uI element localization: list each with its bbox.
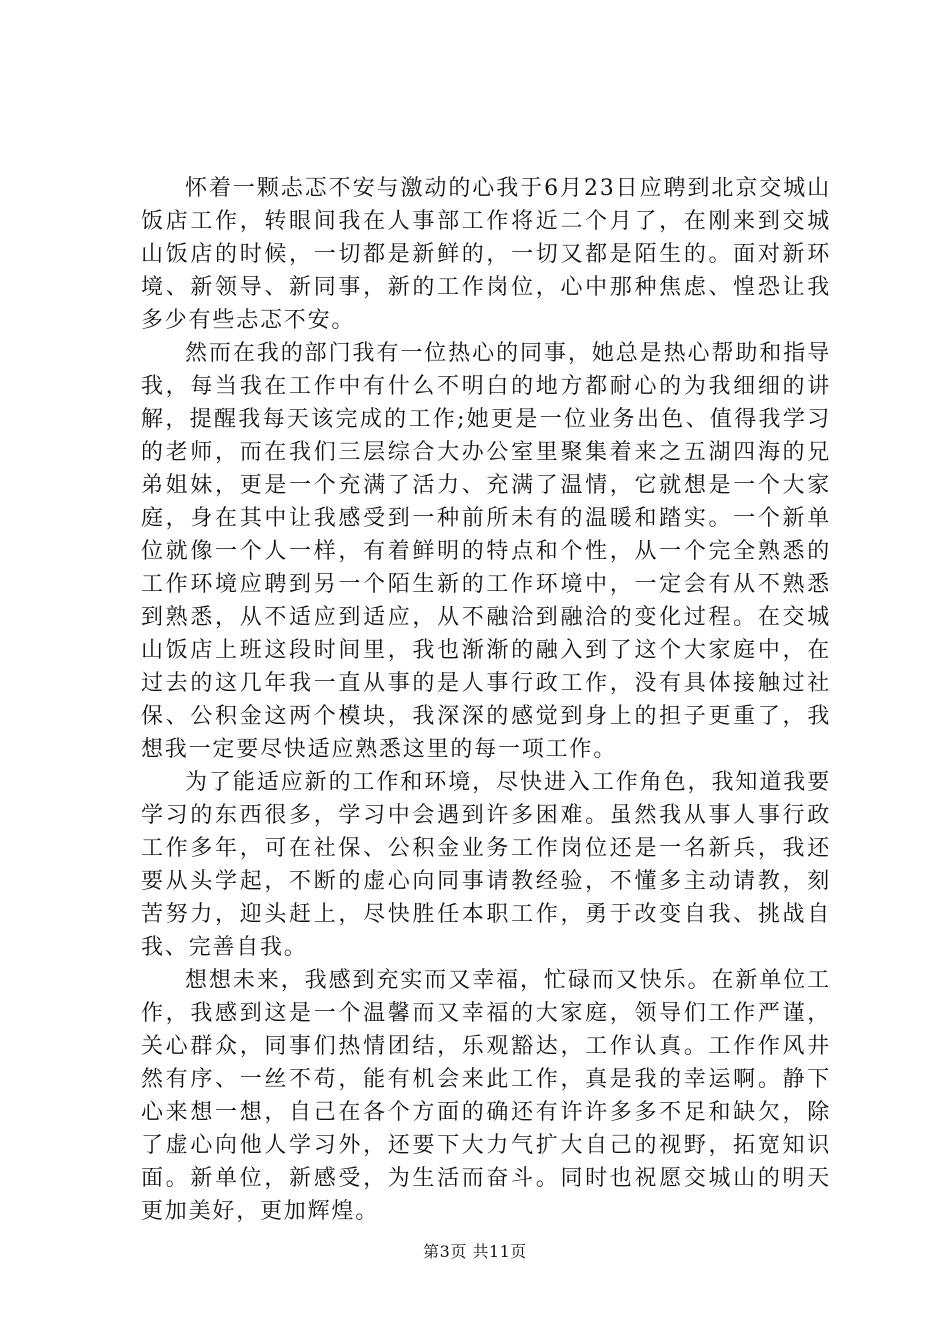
paragraph-4: 想想未来，我感到充实而又幸福，忙碌而又快乐。在新单位工作，我感到这是一个温馨而又幸福的大家庭，领导们工作严谨，关心群众，同事们热情团结，乐观豁达，工作认真。工作作风井然有序、一丝不苟，能有机会来此工作，真是我的幸运啊。静下心来想一想，自己在各个方面的确还有许许多多不足和缺欠，除了虚心向他人学习外，还要下大力气扩大自己的视野，拓宽知识面。新单位，新感受，为生活而奋斗。同时也祝愿交城山的明天更加美好，更加辉煌。	[141, 968, 831, 1224]
paragraph-3: 为了能适应新的工作和环境，尽快进入工作角色，我知道我要学习的东西很多，学习中会遇到许多困难。虽然我从事人事行政工作多年，可在社保、公积金业务工作岗位还是一名新兵，我还要从头学起，不断的虚心向同事请教经验，不懂多主动请教，刻苦努力，迎头赶上，尽快胜任本职工作，勇于改变自我、挑战自我、完善自我。	[141, 770, 831, 960]
page-number-footer: 第3页 共11页	[423, 1242, 527, 1261]
paragraph-1: 怀着一颗忐忑不安与激动的心我于6月23日应聘到北京交城山饭店工作，转眼间我在人事部工作将近二个月了，在刚来到交城山饭店的时候，一切都是新鲜的，一切又都是陌生的。面对新环境、新领导、新同事，新的工作岗位，心中那种焦虑、惶恐让我多少有些忐忑不安。	[141, 176, 831, 333]
paragraph-2: 然而在我的部门我有一位热心的同事，她总是热心帮助和指导我，每当我在工作中有什么不明白的地方都耐心的为我细细的讲解，提醒我每天该完成的工作;她更是一位业务出色、值得我学习的老师，而在我们三层综合大办公室里聚集着来之五湖四海的兄弟姐妹，更是一个充满了活力、充满了温情，它就想是一个大家庭，身在其中让我感受到一种前所未有的温暖和踏实。一个新单位就像一个人一样，有着鲜明的特点和个性，从一个完全熟悉的工作环境应聘到另一个陌生新的工作环境中，一定会有从不熟悉到熟悉，从不适应到适应，从不融洽到融洽的变化过程。在交城山饭店上班这段时间里，我也渐渐的融入到了这个大家庭中，在过去的这几年我一直从事的是人事行政工作，没有具体接触过社保、公积金这两个模块，我深深的感觉到身上的担子更重了，我想我一定要尽快适应熟悉这里的每一项工作。	[141, 341, 831, 762]
document-body	[141, 172, 831, 1228]
